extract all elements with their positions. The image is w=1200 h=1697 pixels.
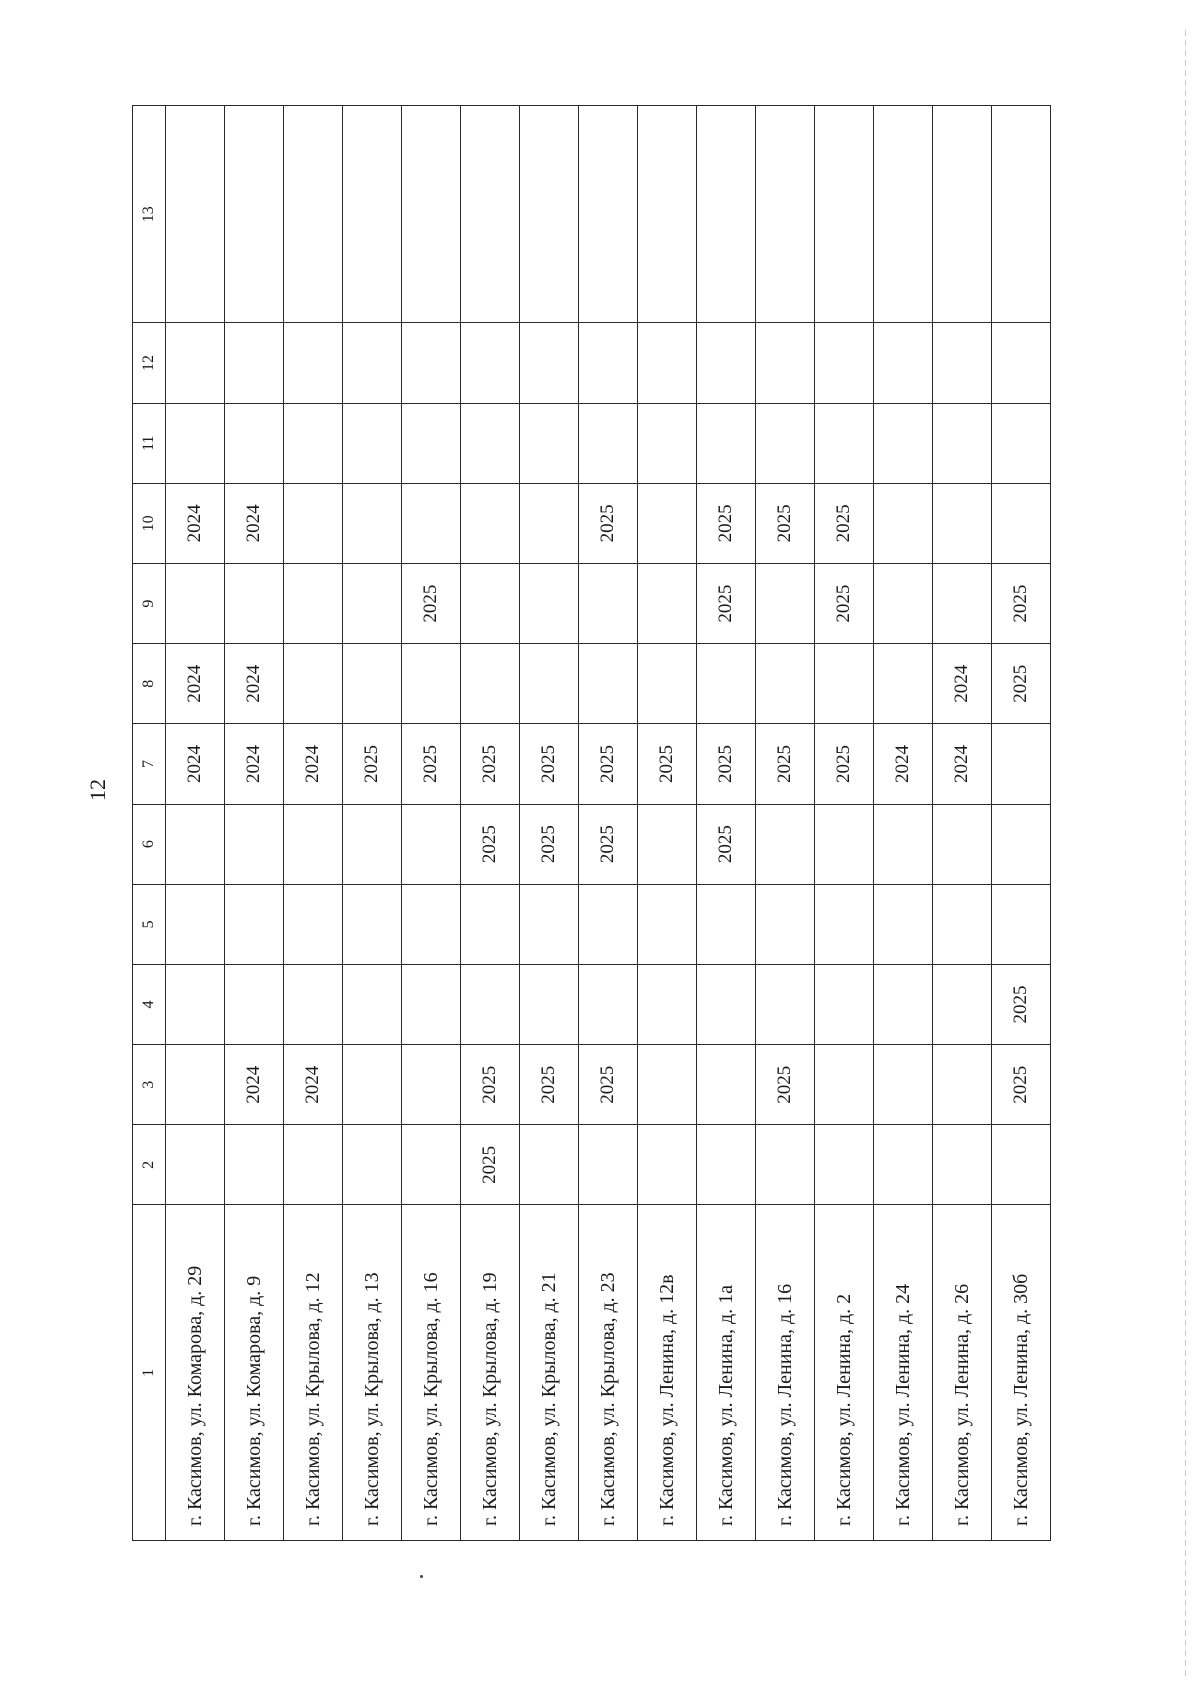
col-header: 3 — [133, 1045, 166, 1125]
year-cell-7: 2025 — [756, 724, 815, 804]
year-cell-10: 2025 — [697, 483, 756, 563]
address-cell: г. Касимов, ул. Крылова, д. 13 — [343, 1205, 402, 1541]
table-row — [815, 106, 874, 1541]
table-row — [225, 106, 284, 1541]
col-header: 4 — [133, 964, 166, 1044]
year-cell-5 — [756, 884, 815, 964]
year-cell-6 — [343, 804, 402, 884]
scan-edge-line — [1185, 30, 1186, 1680]
year-cell-2 — [520, 1125, 579, 1205]
year-cell-8 — [343, 644, 402, 724]
year-cell-3 — [697, 1045, 756, 1125]
year-cell-11 — [638, 403, 697, 483]
year-cell-4 — [520, 964, 579, 1044]
address-cell: г. Касимов, ул. Ленина, д. 30б — [992, 1205, 1051, 1541]
year-cell-3 — [933, 1045, 992, 1125]
year-cell-2 — [166, 1125, 225, 1205]
col-header: 6 — [133, 804, 166, 884]
year-cell-7: 2024 — [225, 724, 284, 804]
year-cell-11 — [225, 403, 284, 483]
year-cell-12 — [992, 323, 1051, 403]
year-cell-8 — [874, 644, 933, 724]
year-cell-5 — [579, 884, 638, 964]
year-cell-9 — [166, 563, 225, 643]
year-cell-3: 2025 — [579, 1045, 638, 1125]
year-cell-10 — [638, 483, 697, 563]
col-header: 5 — [133, 884, 166, 964]
year-cell-9 — [284, 563, 343, 643]
year-cell-10: 2024 — [166, 483, 225, 563]
year-cell-9: 2025 — [992, 563, 1051, 643]
year-cell-3 — [874, 1045, 933, 1125]
col-header: 1 — [133, 1205, 166, 1541]
year-cell-9: 2025 — [815, 563, 874, 643]
page-number: 12 — [85, 779, 110, 801]
year-cell-2 — [815, 1125, 874, 1205]
year-cell-6 — [225, 804, 284, 884]
year-cell-6: 2025 — [520, 804, 579, 884]
col-header: 11 — [133, 403, 166, 483]
year-cell-8 — [579, 644, 638, 724]
schedule-table — [132, 105, 1051, 1541]
year-cell-11 — [166, 403, 225, 483]
col-header: 10 — [133, 483, 166, 563]
year-cell-4 — [402, 964, 461, 1044]
table-row — [402, 106, 461, 1541]
year-cell-5 — [402, 884, 461, 964]
year-cell-13 — [284, 106, 343, 323]
year-cell-10 — [520, 483, 579, 563]
year-cell-4 — [756, 964, 815, 1044]
year-cell-12 — [402, 323, 461, 403]
year-cell-10: 2025 — [815, 483, 874, 563]
col-header: 8 — [133, 644, 166, 724]
header-row — [133, 106, 166, 1541]
year-cell-12 — [874, 323, 933, 403]
year-cell-4 — [579, 964, 638, 1044]
year-cell-6 — [756, 804, 815, 884]
year-cell-3: 2025 — [992, 1045, 1051, 1125]
year-cell-11 — [697, 403, 756, 483]
year-cell-6: 2025 — [697, 804, 756, 884]
year-cell-7: 2025 — [402, 724, 461, 804]
year-cell-7 — [992, 724, 1051, 804]
year-cell-2 — [756, 1125, 815, 1205]
year-cell-6 — [166, 804, 225, 884]
year-cell-13 — [225, 106, 284, 323]
year-cell-3 — [343, 1045, 402, 1125]
year-cell-5 — [284, 884, 343, 964]
address-cell: г. Касимов, ул. Комарова, д. 9 — [225, 1205, 284, 1541]
year-cell-8: 2024 — [933, 644, 992, 724]
year-cell-3 — [402, 1045, 461, 1125]
address-cell: г. Касимов, ул. Крылова, д. 16 — [402, 1205, 461, 1541]
year-cell-13 — [756, 106, 815, 323]
year-cell-9: 2025 — [697, 563, 756, 643]
year-cell-7: 2025 — [638, 724, 697, 804]
year-cell-11 — [874, 403, 933, 483]
year-cell-2 — [697, 1125, 756, 1205]
year-cell-2: 2025 — [461, 1125, 520, 1205]
address-cell: г. Касимов, ул. Крылова, д. 23 — [579, 1205, 638, 1541]
year-cell-4: 2025 — [992, 964, 1051, 1044]
year-cell-9 — [343, 563, 402, 643]
year-cell-13 — [166, 106, 225, 323]
year-cell-5 — [933, 884, 992, 964]
year-cell-2 — [638, 1125, 697, 1205]
year-cell-4 — [638, 964, 697, 1044]
col-header: 9 — [133, 563, 166, 643]
address-cell: г. Касимов, ул. Крылова, д. 12 — [284, 1205, 343, 1541]
year-cell-11 — [284, 403, 343, 483]
table-row — [933, 106, 992, 1541]
year-cell-8 — [756, 644, 815, 724]
address-cell: г. Касимов, ул. Комарова, д. 29 — [166, 1205, 225, 1541]
year-cell-12 — [225, 323, 284, 403]
year-cell-5 — [815, 884, 874, 964]
year-cell-11 — [343, 403, 402, 483]
year-cell-6 — [638, 804, 697, 884]
year-cell-13 — [815, 106, 874, 323]
year-cell-7: 2025 — [579, 724, 638, 804]
address-cell: г. Касимов, ул. Ленина, д. 12в — [638, 1205, 697, 1541]
year-cell-13 — [343, 106, 402, 323]
year-cell-4 — [461, 964, 520, 1044]
schedule-table-rotated — [132, 105, 1050, 1541]
year-cell-10 — [874, 483, 933, 563]
year-cell-9 — [638, 563, 697, 643]
table-body — [166, 106, 1051, 1541]
year-cell-3 — [166, 1045, 225, 1125]
year-cell-3: 2025 — [461, 1045, 520, 1125]
col-header: 12 — [133, 323, 166, 403]
year-cell-10 — [992, 483, 1051, 563]
year-cell-7: 2024 — [166, 724, 225, 804]
year-cell-11 — [756, 403, 815, 483]
year-cell-4 — [815, 964, 874, 1044]
year-cell-11 — [461, 403, 520, 483]
year-cell-4 — [343, 964, 402, 1044]
year-cell-8 — [638, 644, 697, 724]
year-cell-8 — [697, 644, 756, 724]
year-cell-7: 2024 — [933, 724, 992, 804]
table-row — [992, 106, 1051, 1541]
year-cell-4 — [284, 964, 343, 1044]
year-cell-12 — [638, 323, 697, 403]
address-cell: г. Касимов, ул. Ленина, д. 1а — [697, 1205, 756, 1541]
year-cell-2 — [874, 1125, 933, 1205]
year-cell-8: 2025 — [992, 644, 1051, 724]
year-cell-8 — [815, 644, 874, 724]
table-row — [638, 106, 697, 1541]
table-row — [284, 106, 343, 1541]
year-cell-3: 2025 — [520, 1045, 579, 1125]
year-cell-6 — [284, 804, 343, 884]
year-cell-9 — [520, 563, 579, 643]
year-cell-2 — [284, 1125, 343, 1205]
year-cell-5 — [638, 884, 697, 964]
year-cell-13 — [638, 106, 697, 323]
address-cell: г. Касимов, ул. Ленина, д. 24 — [874, 1205, 933, 1541]
year-cell-6 — [815, 804, 874, 884]
year-cell-7: 2025 — [697, 724, 756, 804]
year-cell-7: 2025 — [461, 724, 520, 804]
year-cell-11 — [520, 403, 579, 483]
year-cell-13 — [992, 106, 1051, 323]
address-cell: г. Касимов, ул. Крылова, д. 19 — [461, 1205, 520, 1541]
year-cell-10 — [402, 483, 461, 563]
year-cell-10 — [343, 483, 402, 563]
year-cell-13 — [697, 106, 756, 323]
year-cell-4 — [166, 964, 225, 1044]
year-cell-4 — [697, 964, 756, 1044]
year-cell-5 — [225, 884, 284, 964]
table-row — [166, 106, 225, 1541]
year-cell-6 — [874, 804, 933, 884]
year-cell-7: 2025 — [343, 724, 402, 804]
address-cell: г. Касимов, ул. Ленина, д. 2 — [815, 1205, 874, 1541]
year-cell-11 — [579, 403, 638, 483]
year-cell-2 — [992, 1125, 1051, 1205]
year-cell-12 — [815, 323, 874, 403]
year-cell-13 — [461, 106, 520, 323]
address-cell: г. Касимов, ул. Ленина, д. 26 — [933, 1205, 992, 1541]
year-cell-6 — [992, 804, 1051, 884]
year-cell-13 — [933, 106, 992, 323]
year-cell-12 — [697, 323, 756, 403]
year-cell-12 — [933, 323, 992, 403]
year-cell-10 — [933, 483, 992, 563]
year-cell-11 — [992, 403, 1051, 483]
year-cell-4 — [225, 964, 284, 1044]
year-cell-9 — [579, 563, 638, 643]
year-cell-2 — [402, 1125, 461, 1205]
year-cell-7: 2024 — [874, 724, 933, 804]
year-cell-6 — [402, 804, 461, 884]
table-row — [579, 106, 638, 1541]
year-cell-4 — [874, 964, 933, 1044]
year-cell-10 — [284, 483, 343, 563]
year-cell-8 — [461, 644, 520, 724]
year-cell-5 — [874, 884, 933, 964]
year-cell-3: 2024 — [225, 1045, 284, 1125]
col-header: 7 — [133, 724, 166, 804]
scan-speck — [420, 1575, 423, 1578]
year-cell-7: 2025 — [520, 724, 579, 804]
year-cell-2 — [579, 1125, 638, 1205]
year-cell-10: 2025 — [579, 483, 638, 563]
year-cell-12 — [284, 323, 343, 403]
table-row — [343, 106, 402, 1541]
year-cell-7: 2025 — [815, 724, 874, 804]
col-header: 2 — [133, 1125, 166, 1205]
year-cell-6 — [933, 804, 992, 884]
table-row — [874, 106, 933, 1541]
year-cell-9 — [225, 563, 284, 643]
table-row — [461, 106, 520, 1541]
year-cell-13 — [402, 106, 461, 323]
col-header: 13 — [133, 106, 166, 323]
year-cell-9: 2025 — [402, 563, 461, 643]
year-cell-5 — [697, 884, 756, 964]
year-cell-12 — [461, 323, 520, 403]
table-row — [756, 106, 815, 1541]
year-cell-8: 2024 — [225, 644, 284, 724]
year-cell-5 — [992, 884, 1051, 964]
year-cell-3 — [638, 1045, 697, 1125]
year-cell-12 — [343, 323, 402, 403]
address-cell: г. Касимов, ул. Крылова, д. 21 — [520, 1205, 579, 1541]
year-cell-11 — [933, 403, 992, 483]
table-row — [520, 106, 579, 1541]
year-cell-5 — [520, 884, 579, 964]
year-cell-4 — [933, 964, 992, 1044]
year-cell-2 — [933, 1125, 992, 1205]
year-cell-12 — [520, 323, 579, 403]
year-cell-11 — [402, 403, 461, 483]
year-cell-5 — [461, 884, 520, 964]
year-cell-9 — [933, 563, 992, 643]
year-cell-10: 2025 — [756, 483, 815, 563]
year-cell-12 — [756, 323, 815, 403]
year-cell-9 — [461, 563, 520, 643]
year-cell-5 — [343, 884, 402, 964]
year-cell-7: 2024 — [284, 724, 343, 804]
year-cell-13 — [520, 106, 579, 323]
year-cell-9 — [874, 563, 933, 643]
year-cell-2 — [343, 1125, 402, 1205]
table-row — [697, 106, 756, 1541]
year-cell-13 — [874, 106, 933, 323]
year-cell-8 — [520, 644, 579, 724]
year-cell-10: 2024 — [225, 483, 284, 563]
year-cell-12 — [166, 323, 225, 403]
year-cell-10 — [461, 483, 520, 563]
year-cell-9 — [756, 563, 815, 643]
year-cell-8: 2024 — [166, 644, 225, 724]
address-cell: г. Касимов, ул. Ленина, д. 16 — [756, 1205, 815, 1541]
year-cell-3: 2024 — [284, 1045, 343, 1125]
year-cell-6: 2025 — [579, 804, 638, 884]
year-cell-8 — [284, 644, 343, 724]
year-cell-3 — [815, 1045, 874, 1125]
year-cell-6: 2025 — [461, 804, 520, 884]
year-cell-3: 2025 — [756, 1045, 815, 1125]
year-cell-13 — [579, 106, 638, 323]
year-cell-2 — [225, 1125, 284, 1205]
year-cell-12 — [579, 323, 638, 403]
year-cell-5 — [166, 884, 225, 964]
year-cell-11 — [815, 403, 874, 483]
year-cell-8 — [402, 644, 461, 724]
